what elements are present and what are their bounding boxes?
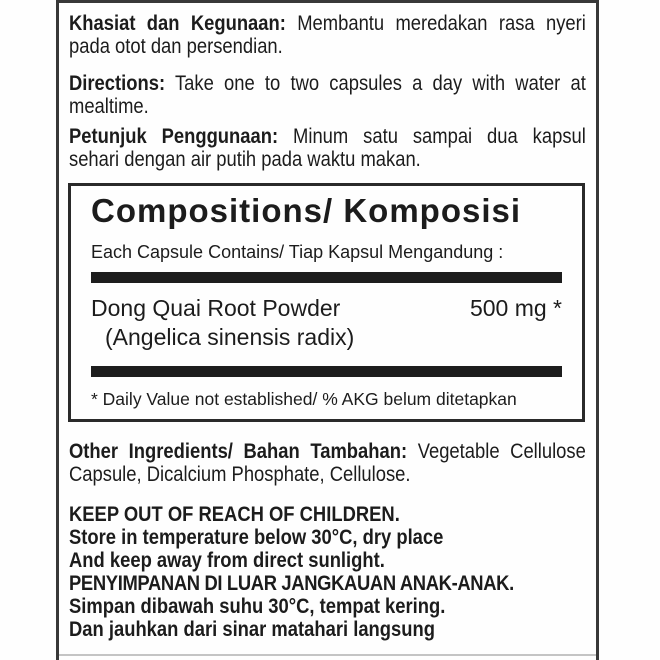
compositions-panel bbox=[68, 183, 585, 422]
khasiat-text-2: pada otot dan persendian. bbox=[69, 35, 283, 58]
ingredient-row bbox=[91, 295, 562, 321]
directions-label: Directions: bbox=[69, 72, 166, 95]
directions-line-1 bbox=[69, 72, 586, 95]
khasiat-text-1: Membantu meredakan rasa nyeri bbox=[297, 12, 586, 35]
petunjuk-label: Petunjuk Penggunaan: bbox=[69, 125, 279, 148]
warning-sunlight-id: Dan jauhkan dari sinar matahari langsung bbox=[69, 618, 435, 641]
daily-value-footnote: * Daily Value not established/ % AKG belum ditetapkan bbox=[91, 389, 517, 409]
ingredient-name: Dong Quai Root Powder bbox=[91, 295, 341, 321]
ingredient-latin-name: (Angelica sinensis radix) bbox=[105, 324, 355, 350]
directions-text-1: Take one to two capsules a day with water at bbox=[174, 72, 586, 95]
warning-store-temp-id: Simpan dibawah suhu 30°C, tempat kering. bbox=[69, 595, 446, 618]
warning-keep-out-en: KEEP OUT OF REACH OF CHILDREN. bbox=[69, 503, 400, 526]
label-left-border bbox=[56, 0, 59, 660]
label-bottom-divider bbox=[59, 654, 596, 656]
directions-section bbox=[69, 72, 586, 118]
warning-store-temp-en: Store in temperature below 30°C, dry place bbox=[69, 526, 444, 549]
storage-warnings bbox=[69, 503, 586, 641]
petunjuk-line-1 bbox=[69, 125, 586, 148]
other-ingredients-label: Other Ingredients/ Bahan Tambahan: bbox=[69, 440, 408, 463]
compositions-title: Compositions/ Komposisi bbox=[91, 192, 522, 229]
other-ingredients-text-2: Capsule, Dicalcium Phosphate, Cellulose. bbox=[69, 463, 411, 486]
khasiat-section bbox=[69, 12, 586, 58]
khasiat-line-1 bbox=[69, 12, 586, 35]
ingredient-amount: 500 mg * bbox=[469, 295, 562, 321]
petunjuk-text-2: sehari dengan air putih pada waktu makan. bbox=[69, 148, 421, 171]
other-ingredients-text-1: Vegetable Cellulose bbox=[417, 440, 586, 463]
directions-text-2: mealtime. bbox=[69, 95, 149, 118]
khasiat-label: Khasiat dan Kegunaan: bbox=[69, 12, 286, 35]
other-ingredients-section bbox=[69, 440, 586, 486]
label-right-border bbox=[596, 0, 599, 660]
compositions-subtitle: Each Capsule Contains/ Tiap Kapsul Mengandung : bbox=[91, 242, 504, 262]
divider-bar-top bbox=[91, 272, 562, 283]
warning-sunlight-en: And keep away from direct sunlight. bbox=[69, 549, 385, 572]
petunjuk-text-1: Minum satu sampai dua kapsul bbox=[293, 125, 586, 148]
divider-bar-bottom bbox=[91, 366, 562, 377]
warning-keep-out-id: PENYIMPANAN DI LUAR JANGKAUAN ANAK-ANAK. bbox=[69, 572, 514, 595]
label-top-border bbox=[56, 0, 599, 3]
other-ingredients-line-1 bbox=[69, 440, 586, 463]
petunjuk-section bbox=[69, 125, 586, 171]
